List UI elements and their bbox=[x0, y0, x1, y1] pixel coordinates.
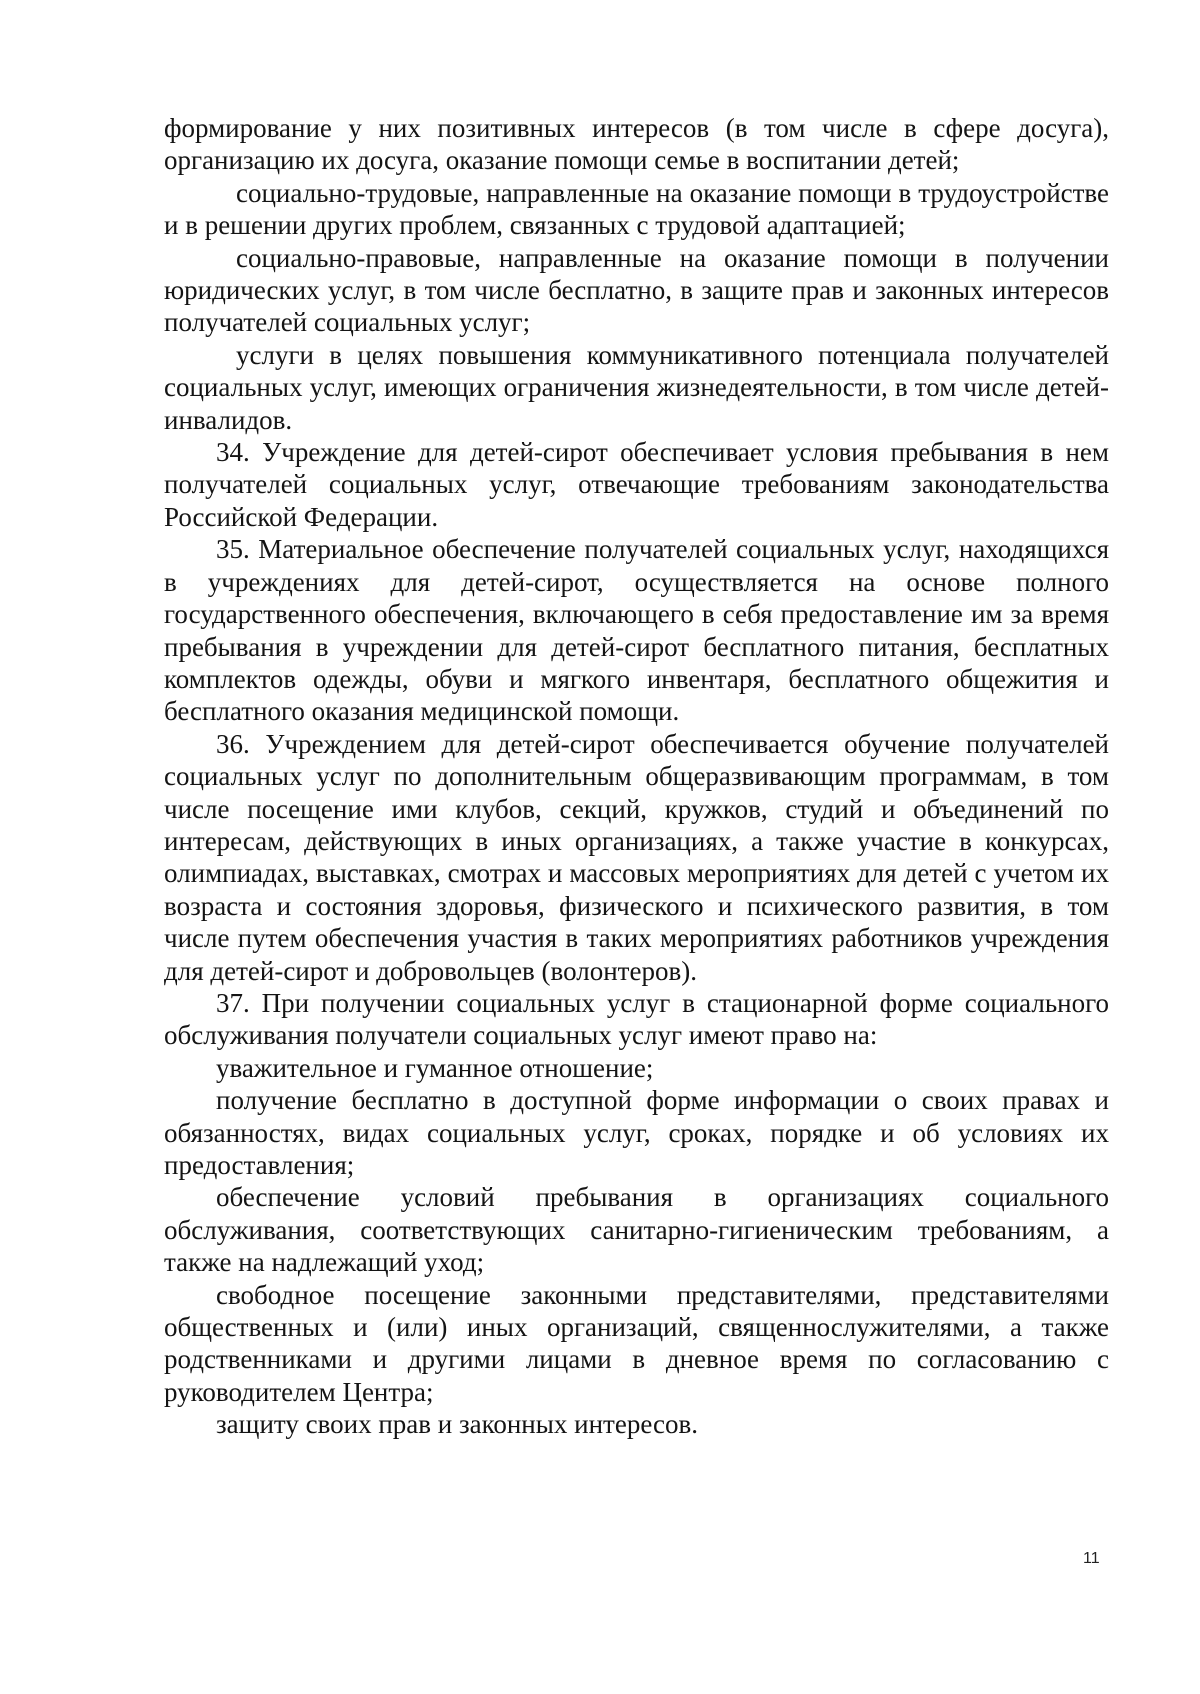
right-living-conditions: обеспечение условий пребывания в организациях социального обслуживания, соответствующих санитарно-гигиеническим требованиям, а также на надлежащий уход; bbox=[164, 1182, 1109, 1278]
paragraph-37: 37. При получении социальных услуг в стационарной форме социального обслуживания получатели социальных услуг имеют право на: bbox=[164, 987, 1109, 1051]
paragraph-35: 35. Материальное обеспечение получателей социальных услуг, находящихся в учреждениях для детей-сирот, осуществляется на основе полного государственного обеспечения, включающего в себя предоставление им за время пребывания в учреждении для детей-сирот бесплатного питания, бесплатных комплектов одежды, обуви и мягкого инвентаря, бесплатного общежития и бесплатного оказания медицинской помощи. bbox=[164, 534, 1109, 727]
page-number: 11 bbox=[1083, 1550, 1100, 1567]
paragraph-34: 34. Учреждение для детей-сирот обеспечивает условия пребывания в нем получателей социальных услуг, отвечающие требованиям законодательства Российской Федерации. bbox=[164, 437, 1109, 532]
document-body bbox=[164, 112, 1109, 1441]
right-free-visits: свободное посещение законными представителями, представителями общественных и (или) иных организаций, священнослужителями, а также родственниками и другими лицами в дневное время по согласованию с руководителем Центра; bbox=[164, 1279, 1109, 1407]
right-respectful-treatment: уважительное и гуманное отношение; bbox=[216, 1052, 654, 1083]
paragraph-social-labor: социально-трудовые, направленные на оказание помощи в трудоустройстве и в решении других проблем, связанных с трудовой адаптацией; bbox=[164, 177, 1109, 241]
paragraph-leisure-continuation: формирование у них позитивных интересов (в том числе в сфере досуга), организацию их досуга, оказание помощи семье в воспитании детей; bbox=[164, 113, 1109, 176]
paragraph-communicative-services: услуги в целях повышения коммуникативного потенциала получателей социальных услуг, имеющих ограничения жизнедеятельности, в том числе детей-инвалидов. bbox=[164, 339, 1109, 435]
paragraph-social-legal: социально-правовые, направленные на оказание помощи в получении юридических услуг, в том числе бесплатно, в защите прав и законных интересов получателей социальных услуг; bbox=[164, 242, 1109, 338]
paragraph-36: 36. Учреждением для детей-сирот обеспечивается обучение получателей социальных услуг по дополнительным общеразвивающим программам, в том числе посещение ими клубов, секций, кружков, студий и объединений по интересам, действующих в иных организациях, а также участие в конкурсах, олимпиадах, выставках, смотрах и массовых мероприятиях для детей с учетом их возраста и состояния здоровья, физического и психического развития, в том числе путем обеспечения участия в таких мероприятиях работников учреждения для детей-сирот и добровольцев (волонтеров). bbox=[164, 728, 1109, 986]
right-information: получение бесплатно в доступной форме информации о своих правах и обязанностях, видах социальных услуг, сроках, порядке и об условиях их предоставления; bbox=[164, 1085, 1109, 1180]
right-protection: защиту своих прав и законных интересов. bbox=[216, 1409, 698, 1440]
